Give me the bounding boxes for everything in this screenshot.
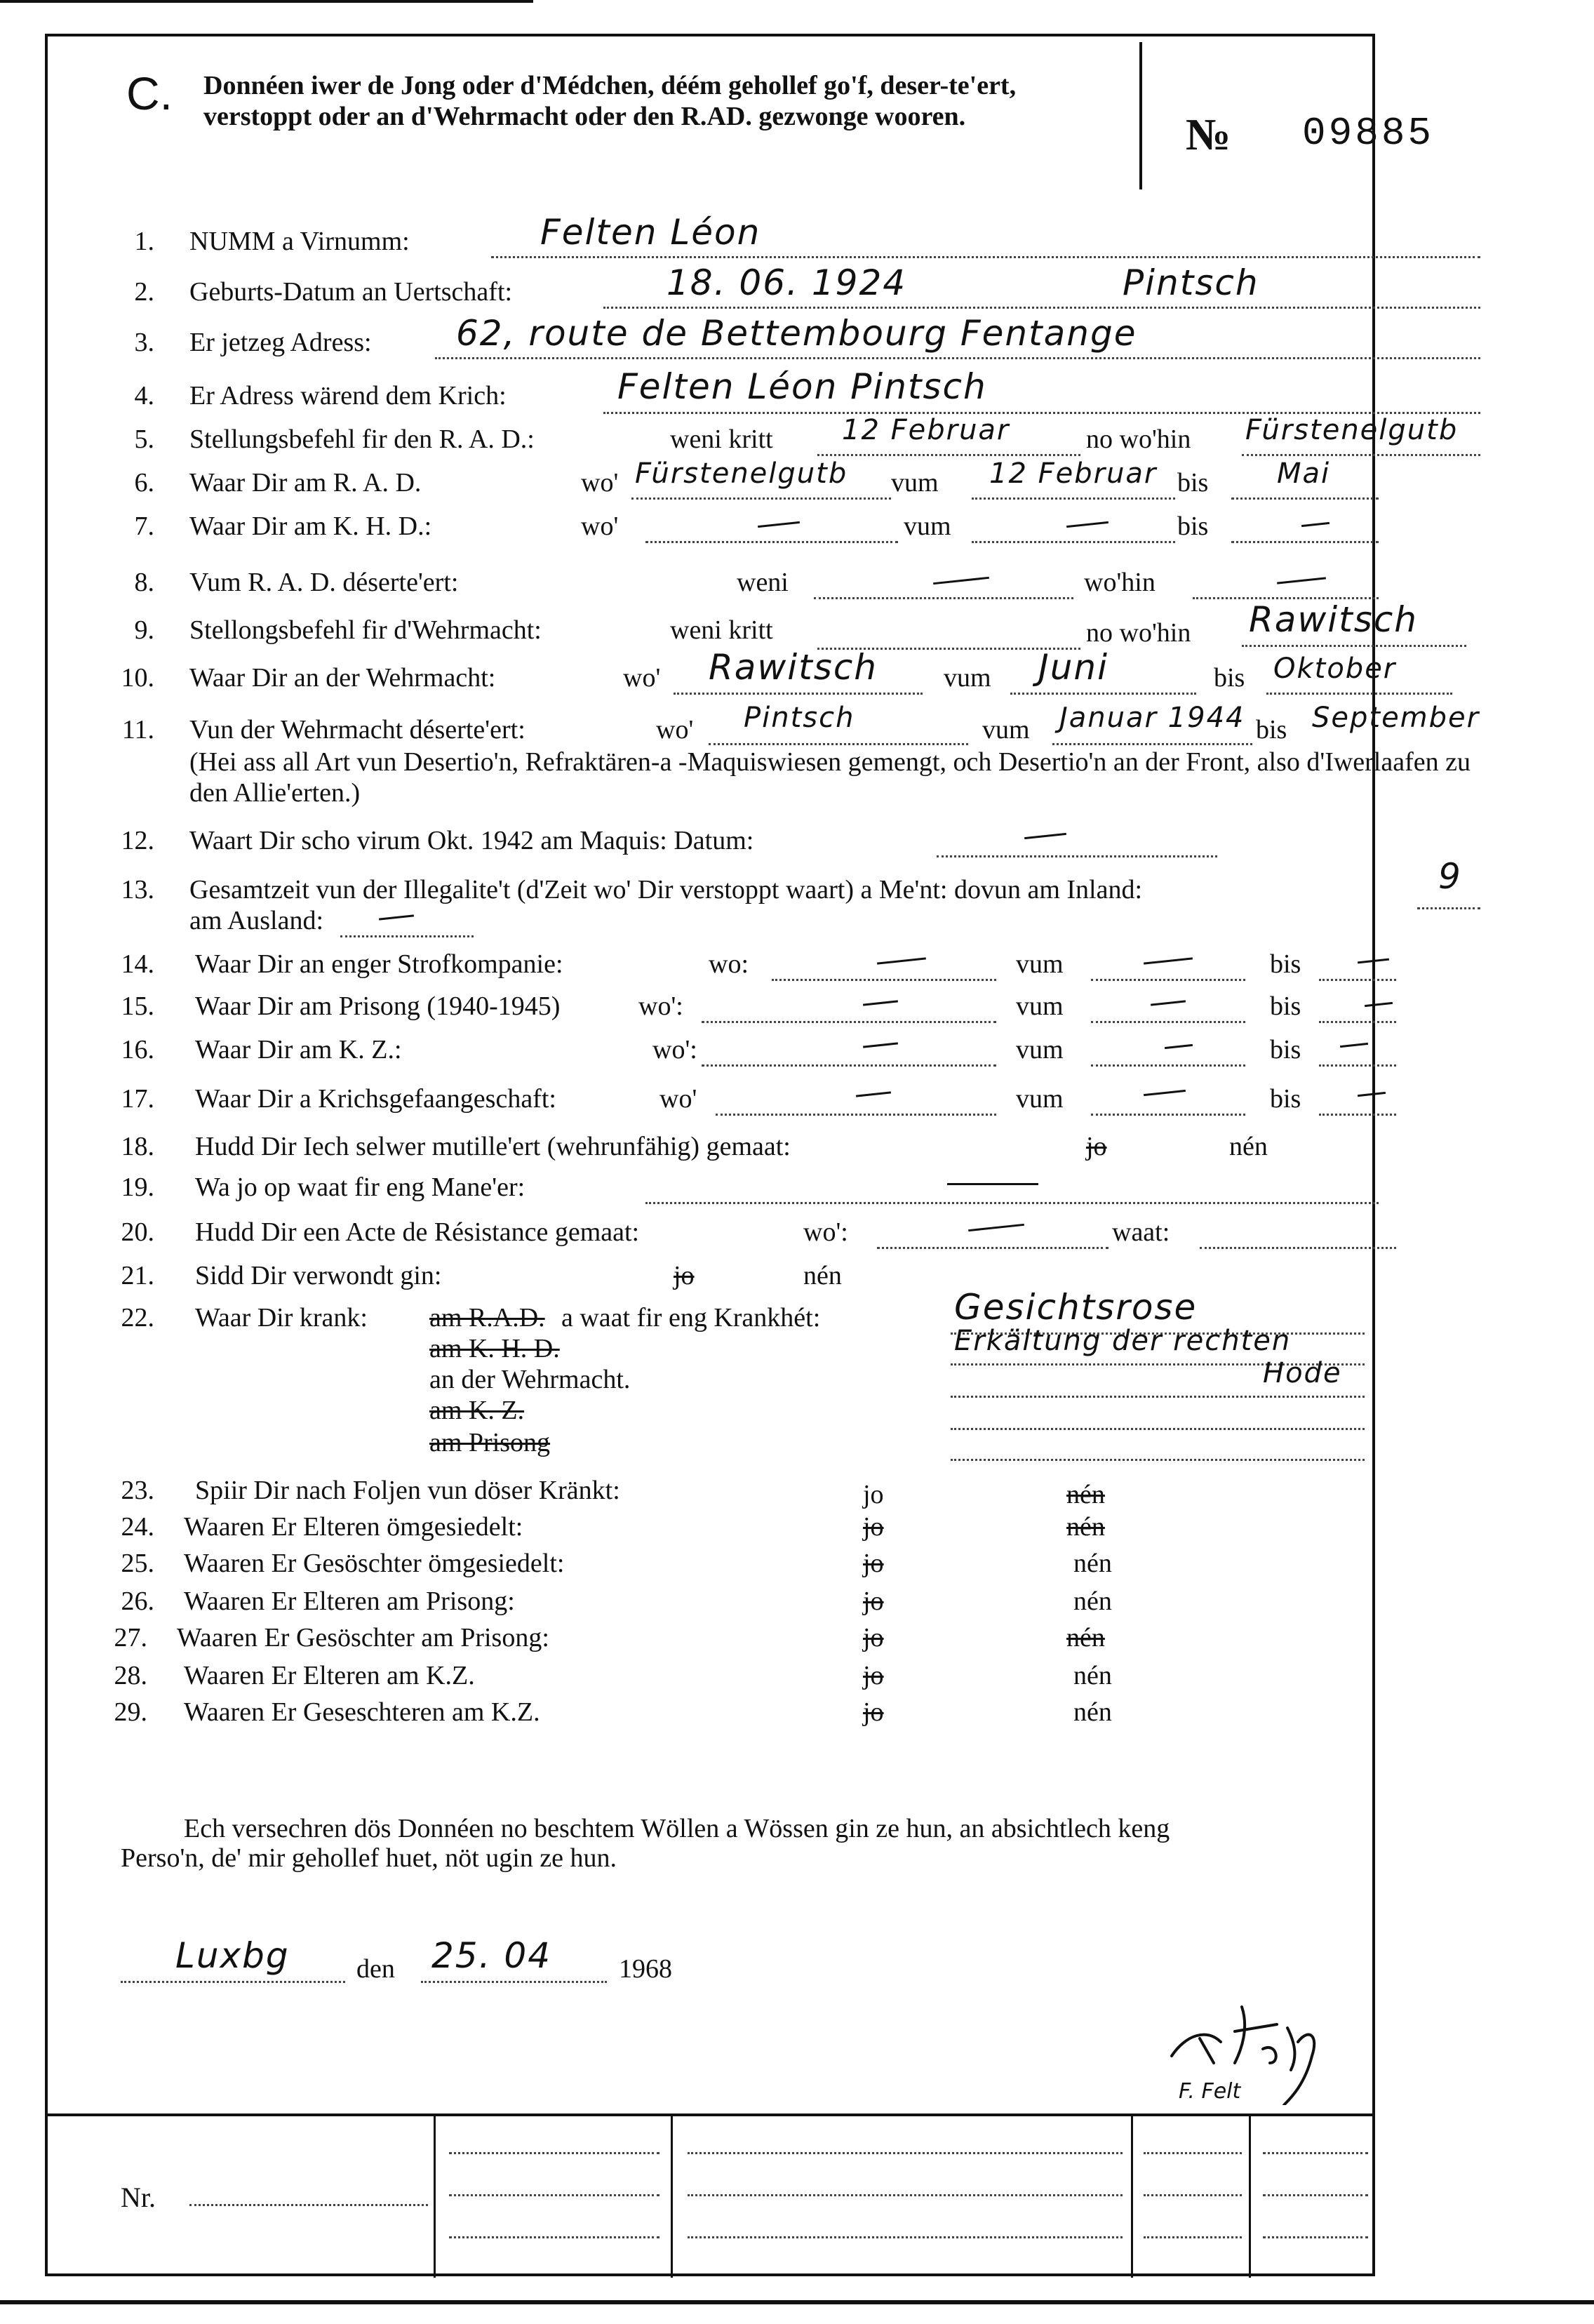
option-khd[interactable]: am K. H. D. (429, 1334, 560, 1363)
date-value: 25. 04 (431, 1935, 552, 1976)
abroad-months-field[interactable] (340, 902, 474, 937)
no-option[interactable]: nén (803, 1261, 842, 1290)
row-label: Waaren Er Elteren am K.Z. (184, 1661, 475, 1690)
row-number: 19. (121, 1173, 154, 1202)
from-label: vum (904, 512, 951, 541)
row-label: Stellongsbefehl fir d'Wehrmacht: (189, 615, 542, 645)
to-label: bis (1270, 1035, 1301, 1064)
row-label: Waaren Er Gesöschter am Prisong: (177, 1623, 549, 1652)
row-number: 16. (121, 1035, 154, 1064)
row-label: Er jetzeg Adress: (189, 328, 372, 357)
row-label: Geburts-Datum an Uertschaft: (189, 277, 513, 307)
to-label: bis (1270, 949, 1301, 979)
row-label: Waar Dir am R. A. D. (189, 468, 422, 497)
wehrmacht-order-place-value: Rawitsch (1249, 599, 1418, 640)
kz-from-field[interactable] (1091, 1031, 1245, 1067)
illness-field-5[interactable] (951, 1426, 1365, 1461)
footer-rule (48, 2113, 1374, 2116)
war-address-value: Felten Léon Pintsch (617, 366, 987, 407)
illness-field-4[interactable] (951, 1395, 1365, 1430)
row-number: 25. (121, 1549, 154, 1578)
footer-field[interactable] (688, 2126, 1123, 2154)
empty-mark (947, 1183, 1038, 1185)
what-label: waat: (1112, 1217, 1170, 1247)
manner-field[interactable] (645, 1169, 1379, 1204)
desertion-to-value: September (1312, 702, 1480, 734)
declaration-line-1: Ech versechren dös Donnéen no beschtem Wöllen a Wössen gin ze hun, an absichtlech keng (184, 1814, 1170, 1843)
row-number: 22. (121, 1303, 154, 1333)
row-11-note: (Hei ass all Art vun Desertio'n, Refraktären-a -Maquiswiesen gemengt, och Desertio'n an der Front, also d'Iwerlaafen zu den Allie'erten.) (189, 747, 1471, 808)
row-label: Waar Dir a Krichsgefaangeschaft: (195, 1084, 556, 1114)
row-label: Hudd Dir Iech selwer mutille'ert (wehrunfähig) gemaat: (195, 1132, 791, 1161)
rad-from-value: 12 Februar (989, 458, 1158, 490)
pow-to-field[interactable] (1319, 1081, 1396, 1116)
row-number: 23. (121, 1476, 154, 1505)
row-label: NUMM a Virnumm: (189, 227, 410, 256)
signature-mark (1158, 1965, 1340, 2105)
footer-separator (434, 2116, 436, 2278)
rad-to-value: Mai (1277, 458, 1331, 490)
resistance-what-field[interactable] (1200, 1214, 1396, 1249)
signature-text: F. Felt (1179, 2079, 1241, 2104)
row-number: 24. (121, 1512, 154, 1542)
where-label: no wo'hin (1086, 425, 1191, 454)
row-label: Waar Dir an der Wehrmacht: (189, 663, 496, 693)
when-label: weni kritt (670, 615, 773, 645)
maquis-date-field[interactable] (937, 822, 1217, 857)
row-number: 26. (121, 1587, 154, 1616)
footer-field[interactable] (1144, 2210, 1242, 2238)
row-number: 29. (114, 1697, 147, 1727)
footer-separator (671, 2116, 673, 2278)
where-label: wo': (803, 1217, 848, 1247)
where-label: wo' (656, 715, 694, 744)
section-letter: C. (126, 67, 173, 119)
inland-months-value: 9 (1438, 856, 1462, 897)
kz-place-field[interactable] (702, 1031, 996, 1067)
from-label: vum (944, 663, 991, 693)
row-number: 14. (121, 949, 154, 979)
row-label: Waaren Er Elteren am Prisong: (184, 1587, 515, 1616)
to-label: bis (1177, 468, 1209, 497)
illness-value-1: Gesichtsrose (954, 1287, 1198, 1328)
penal-from-field[interactable] (1091, 946, 1245, 981)
row-label: Waar Dir krank: (195, 1303, 368, 1333)
row-number: 12. (121, 826, 154, 855)
row-label: Waart Dir scho virum Okt. 1942 am Maquis: Datum: (189, 826, 754, 855)
row-number: 20. (121, 1217, 154, 1247)
row-number: 8. (134, 568, 154, 597)
row-number: 15. (121, 991, 154, 1021)
yes-option[interactable]: jo (863, 1623, 884, 1652)
resistance-place-field[interactable] (877, 1214, 1109, 1249)
row-number: 13. (121, 875, 154, 904)
footer-separator (1131, 2116, 1133, 2278)
row-label: Waaren Er Geseschteren am K.Z. (184, 1697, 540, 1727)
no-option[interactable]: nén (1066, 1480, 1105, 1509)
illness-question: a waat fir eng Krankhét: (561, 1303, 821, 1333)
where-label: no wo'hin (1086, 618, 1191, 648)
where-label: wo' (581, 512, 619, 541)
row-label: Waar Dir am Prisong (1940-1945) (195, 991, 561, 1021)
header-divider (1139, 42, 1142, 189)
place-value: Luxbg (175, 1935, 290, 1976)
option-wehrmacht[interactable]: an der Wehrmacht. (429, 1365, 631, 1394)
footer-field[interactable] (1144, 2126, 1242, 2154)
footer-field[interactable] (688, 2168, 1123, 2196)
no-option[interactable]: nén (1066, 1512, 1105, 1542)
rad-place-value: Fürstenelgutb (635, 458, 848, 490)
prison-to-field[interactable] (1319, 988, 1396, 1023)
footer-field[interactable] (449, 2126, 659, 2154)
row-number: 21. (121, 1261, 154, 1290)
row-number: 11. (121, 715, 154, 744)
row-number: 5. (134, 425, 154, 454)
from-label: vum (1016, 1035, 1064, 1064)
footer-separator (1249, 2116, 1251, 2278)
desertion-place-value: Pintsch (744, 702, 855, 734)
yes-option[interactable]: jo (863, 1661, 884, 1690)
no-option[interactable]: nén (1066, 1623, 1105, 1652)
where-label: wo: (709, 949, 749, 979)
row-label: Waar Dir am K. H. D.: (189, 512, 432, 541)
form-title: Donnéen iwer de Jong oder d'Médchen, déém gehollef go'f, deser-te'ert, verstoppt oder an d'Wehrmacht oder den R.AD. gezwonge wooren. (203, 71, 1017, 131)
footer-field[interactable] (688, 2210, 1123, 2238)
where-label: wo' (581, 468, 619, 497)
no-option[interactable]: nén (1073, 1549, 1112, 1578)
where-label: wo': (652, 1035, 697, 1064)
prison-from-field[interactable] (1091, 988, 1245, 1023)
illness-value-2: Erkältung der rechten (954, 1325, 1292, 1357)
wehrmacht-place-value: Rawitsch (709, 647, 878, 688)
row-label: Waaren Er Elteren ömgesiedelt: (184, 1512, 523, 1542)
den-label: den (356, 1954, 395, 1984)
row-label: Waar Dir am K. Z.: (195, 1035, 402, 1064)
to-label: bis (1214, 663, 1245, 693)
rad-order-date-value: 12 Februar (842, 414, 1010, 446)
row-label: Waar Dir an enger Strofkompanie: (195, 949, 563, 979)
wehrmacht-order-date-field[interactable] (817, 615, 1080, 650)
row-label: Sidd Dir verwondt gin: (195, 1261, 442, 1290)
where-label: wo': (638, 991, 683, 1021)
row-number: 17. (121, 1084, 154, 1114)
wehrmacht-to-value: Oktober (1273, 653, 1397, 685)
pow-place-field[interactable] (716, 1081, 996, 1116)
form-number: 09885 (1302, 111, 1435, 156)
row-number: 4. (134, 381, 154, 410)
number-sign: № (1186, 109, 1231, 159)
footer-field[interactable] (1263, 2126, 1368, 2154)
nr-field[interactable] (189, 2178, 428, 2206)
kz-to-field[interactable] (1319, 1031, 1396, 1067)
row-number: 3. (134, 328, 154, 357)
row-number: 7. (134, 512, 154, 541)
yes-option[interactable]: jo (863, 1587, 884, 1616)
birth-place-value: Pintsch (1123, 262, 1259, 303)
footer-field[interactable] (449, 2210, 659, 2238)
row-label: Stellungsbefehl fir den R. A. D.: (189, 425, 535, 454)
declaration-line-2: Perso'n, de' mir gehollef huet, nöt ugin ze hun. (121, 1843, 617, 1873)
row-label: Gesamtzeit vun der Illegalite't (d'Zeit wo' Dir verstoppt waart) a Me'nt: dovun am Inland: (189, 875, 1143, 904)
row-label: Hudd Dir een Acte de Résistance gemaat: (195, 1217, 640, 1247)
name-value: Felten Léon (540, 212, 761, 253)
yes-option[interactable]: jo (1086, 1132, 1107, 1161)
to-label: bis (1177, 512, 1209, 541)
from-label: vum (982, 715, 1030, 744)
row-number: 28. (114, 1661, 147, 1690)
prison-place-field[interactable] (702, 988, 996, 1023)
yes-option[interactable]: jo (863, 1697, 884, 1727)
birth-date-value: 18. 06. 1924 (667, 262, 907, 303)
row-number: 2. (134, 277, 154, 307)
abroad-label: am Ausland: (189, 906, 324, 935)
footer-field[interactable] (449, 2168, 659, 2196)
no-option[interactable]: nén (1073, 1697, 1112, 1727)
footer-field[interactable] (1263, 2168, 1368, 2196)
to-label: bis (1256, 715, 1287, 744)
no-option[interactable]: nén (1229, 1132, 1268, 1161)
page-edge-bottom (0, 2300, 1594, 2304)
from-label: vum (1016, 1084, 1064, 1114)
row-number: 1. (134, 227, 154, 256)
where-label: wo' (659, 1084, 697, 1114)
rad-order-place-value: Fürstenelgutb (1245, 414, 1459, 446)
no-option[interactable]: nén (1073, 1661, 1112, 1690)
wehrmacht-from-value: Juni (1038, 647, 1109, 688)
pow-from-field[interactable] (1091, 1081, 1245, 1116)
from-label: vum (891, 468, 939, 497)
year-label: 1968 (619, 1954, 672, 1984)
from-label: vum (1016, 991, 1064, 1021)
row-label: Waaren Er Gesöschter ömgesiedelt: (184, 1549, 565, 1578)
nr-label: Nr. (121, 2182, 156, 2213)
row-label: Wa jo op waat fir eng Mane'er: (195, 1173, 525, 1202)
when-label: weni (737, 568, 789, 597)
to-label: bis (1270, 991, 1301, 1021)
footer-field[interactable] (1144, 2168, 1242, 2196)
row-number: 18. (121, 1132, 154, 1161)
row-label: Vun der Wehrmacht déserte'ert: (189, 715, 525, 744)
row-number: 10. (121, 663, 154, 693)
row-label: Spiir Dir nach Foljen vun döser Kränkt: (195, 1476, 620, 1505)
where-label: wo'hin (1084, 568, 1156, 597)
footer-field[interactable] (1263, 2210, 1368, 2238)
row-number: 6. (134, 468, 154, 497)
no-option[interactable]: nén (1073, 1587, 1112, 1616)
yes-option[interactable]: jo (863, 1512, 884, 1542)
to-label: bis (1270, 1084, 1301, 1114)
row-number: 27. (114, 1623, 147, 1652)
option-rad[interactable]: am R.A.D. (429, 1303, 545, 1333)
illness-value-3: Hode (1263, 1357, 1342, 1389)
page-edge-top (0, 0, 533, 3)
row-number: 9. (134, 615, 154, 645)
address-value: 62, route de Bettembourg Fentange (456, 313, 1137, 354)
yes-option[interactable]: jo (674, 1261, 695, 1290)
option-kz[interactable]: am K. Z. (429, 1396, 525, 1425)
option-prison[interactable]: am Prisong (429, 1428, 551, 1457)
yes-option[interactable]: jo (863, 1480, 884, 1509)
when-label: weni kritt (670, 425, 773, 454)
row-label: Vum R. A. D. déserte'ert: (189, 568, 459, 597)
yes-option[interactable]: jo (863, 1549, 884, 1578)
desertion-from-value: Januar 1944 (1059, 702, 1245, 734)
where-label: wo' (623, 663, 661, 693)
row-label: Er Adress wärend dem Krich: (189, 381, 507, 410)
from-label: vum (1016, 949, 1064, 979)
